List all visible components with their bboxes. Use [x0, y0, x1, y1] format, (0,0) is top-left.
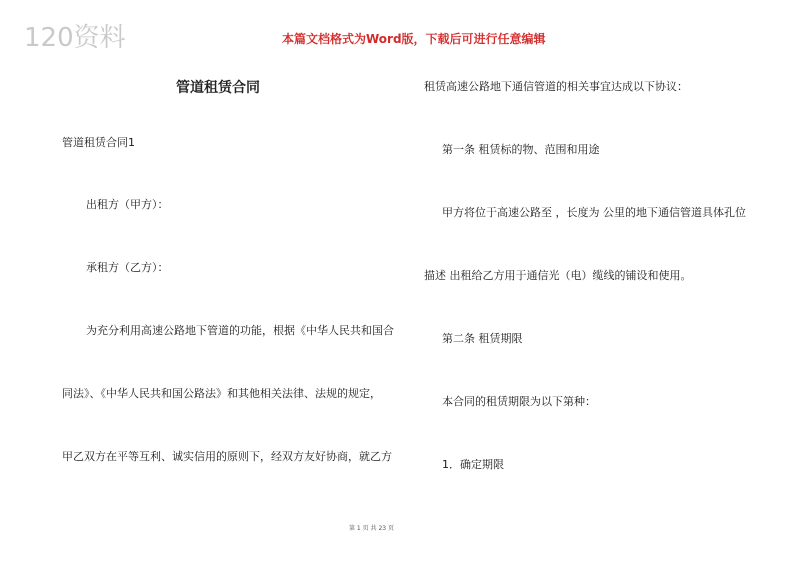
article-1-text-line-2: 描述 出租给乙方用于通信光（电）缆线的铺设和使用。	[424, 269, 692, 282]
article-2-heading: 第二条 租赁期限	[442, 332, 523, 345]
document-title: 管道租赁合同	[176, 80, 260, 96]
edit-notice: 本篇文档格式为Word版，下载后可进行任意编辑	[282, 32, 546, 46]
paragraph-preamble-line-2: 同法》、《中华人民共和国公路法》和其他相关法律、法规的规定，	[62, 387, 381, 400]
paragraph-contract-heading: 管道租赁合同1	[62, 136, 135, 149]
page-number: 第 1 页 共 23 页	[349, 525, 394, 532]
paragraph-lessee: 承租方（乙方）：	[86, 261, 169, 274]
article-2-text: 本合同的租赁期限为以下第种：	[442, 395, 596, 408]
article-1-text-line-1: 甲方将位于高速公路至 ，长度为 公里的地下通信管道具体孔位	[442, 206, 746, 219]
paragraph-preamble-line-3: 甲乙双方在平等互利、诚实信用的原则下，经双方友好协商，就乙方	[62, 450, 392, 463]
paragraph-preamble-line-1: 为充分利用高速公路地下管道的功能，根据《中华人民共和国合	[86, 324, 394, 337]
watermark-logo: 120资料	[24, 23, 126, 53]
paragraph-lessor: 出租方（甲方）：	[86, 198, 169, 211]
article-1-heading: 第一条 租赁标的物、范围和用途	[442, 143, 600, 156]
article-2-item-1: 1．确定期限	[442, 458, 504, 471]
paragraph-agreement-line: 租赁高速公路地下通信管道的相关事宜达成以下协议：	[424, 80, 688, 93]
